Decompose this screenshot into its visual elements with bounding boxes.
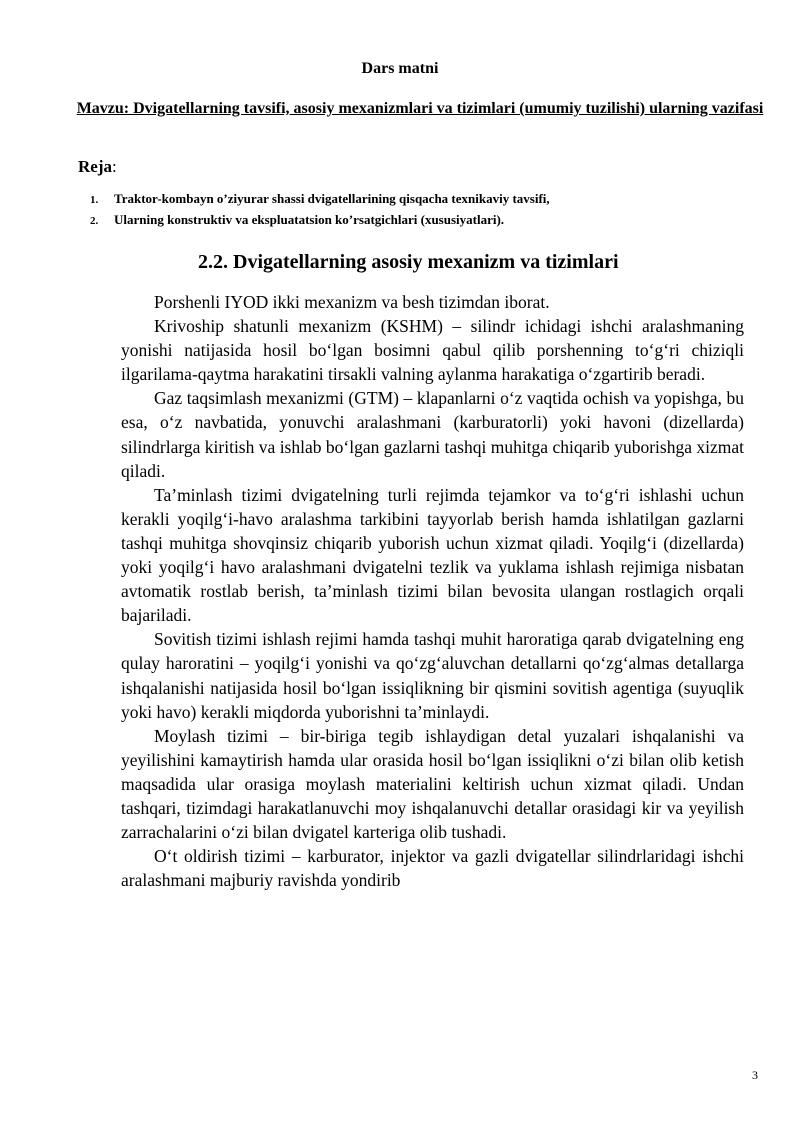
paragraph: Moylash tizimi – bir-biriga tegib ishlaydigan detal yuzalari ishqalanishi va yeyilishini kamaytirish hamda ular orasida hosil bo‘lgan issiqlikni o‘zi bilan olib ketish maqsadida ular orasiga moylash materialini keltirish uchun xizmat qiladi. Undan tashqari, tizimdagi harakatlanuvchi moy ishqalanuvchi detallar orasidagi kir va yeyilish zarrachalarini o‘zi bilan dvigatel karteriga olib tushadi. <box>121 725 744 843</box>
paragraph: Ta’minlash tizimi dvigatelning turli rejimda tejamkor va to‘g‘ri ishlashi uchun kerakli yoqilg‘i-havo aralashma tarkibini tayyorlab berish hamda ishlatilgan gazlarni tashqi muhitga shovqinsiz chiqarib yuborish uchun xizmat qiladi. Yoqilg‘i (dizellarda) yoki yoqilg‘i havo aralashmani dvigatelni tezlik va yuklama ishlash rejimiga nisbatan avtomatik rostlab berish, ta’minlash tizimi bilan bevosita ulangan rostlagich orqali bajariladi. <box>121 484 744 626</box>
section-heading: 2.2. Dvigatellarning asosiy mexanizm va tizimlari <box>198 251 619 273</box>
plan-label <box>78 157 117 177</box>
topic-heading: Mavzu: Dvigatellarning tavsifi, asosiy mexanizmlari va tizimlari (umumiy tuzilishi) ularning vazifasi <box>76 100 764 117</box>
paragraph: O‘t oldirish tizimi – karburator, injektor va gazli dvigatellar silindrlaridagi ishchi aralashmani majburiy ravishda yondirib <box>121 846 744 891</box>
plan-item-text: Ularning konstruktiv va ekspluatatsion ko’rsatgichlari (xususiyatlari). <box>114 212 505 227</box>
document-title: Dars matni <box>361 60 439 77</box>
plan-label-colon: : <box>111 157 117 176</box>
section-body <box>121 290 744 892</box>
paragraph: Gaz taqsimlash mexanizmi (GTM) – klapanlarni o‘z vaqtida ochish va yopishga, bu esa, o‘z navbatida, yonuvchi aralashmani (karburatorli) yoki havoni (dizellarda) silindrlarga kiritish va ishlab bo‘lgan gazlarni tashqi muhitga chiqarib yuborishga xizmat qiladi. <box>121 388 744 481</box>
plan-item-text: Traktor-kombayn o’ziyurar shassi dvigatellarining qisqacha texnikaviy tavsifi, <box>114 191 550 206</box>
plan-item <box>90 209 550 230</box>
plan-item <box>90 188 550 209</box>
plan-item-number: 1. <box>90 194 99 206</box>
page-number: 3 <box>752 1068 758 1082</box>
plan-label-text: Reja <box>78 157 112 176</box>
paragraph: Krivoship shatunli mexanizm (KSHM) – silindr ichidagi ishchi aralashmaning yonishi natijasida hosil bo‘lgan bosimni qabul qilib porshenning to‘g‘ri chiziqli ilgarilama-qaytma harakatini tirsakli valning aylanma harakatiga o‘zgartirib beradi. <box>121 316 744 385</box>
paragraph: Sovitish tizimi ishlash rejimi hamda tashqi muhit haroratiga qarab dvigatelning eng qulay haroratini – yoqilg‘i yonishi va qo‘zg‘aluvchan detallarni qo‘zg‘almas detallarga ishqalanishi natijasida hosil bo‘lgan issiqlikning bir qismini sovitish agentiga (suyuqlik yoki havo) kerakli miqdorda yuborishni ta’minlaydi. <box>121 629 744 722</box>
plan-item-number: 2. <box>90 215 99 227</box>
paragraph: Porshenli IYOD ikki mexanizm va besh tizimdan iborat. <box>154 292 550 312</box>
plan-list <box>90 188 550 230</box>
